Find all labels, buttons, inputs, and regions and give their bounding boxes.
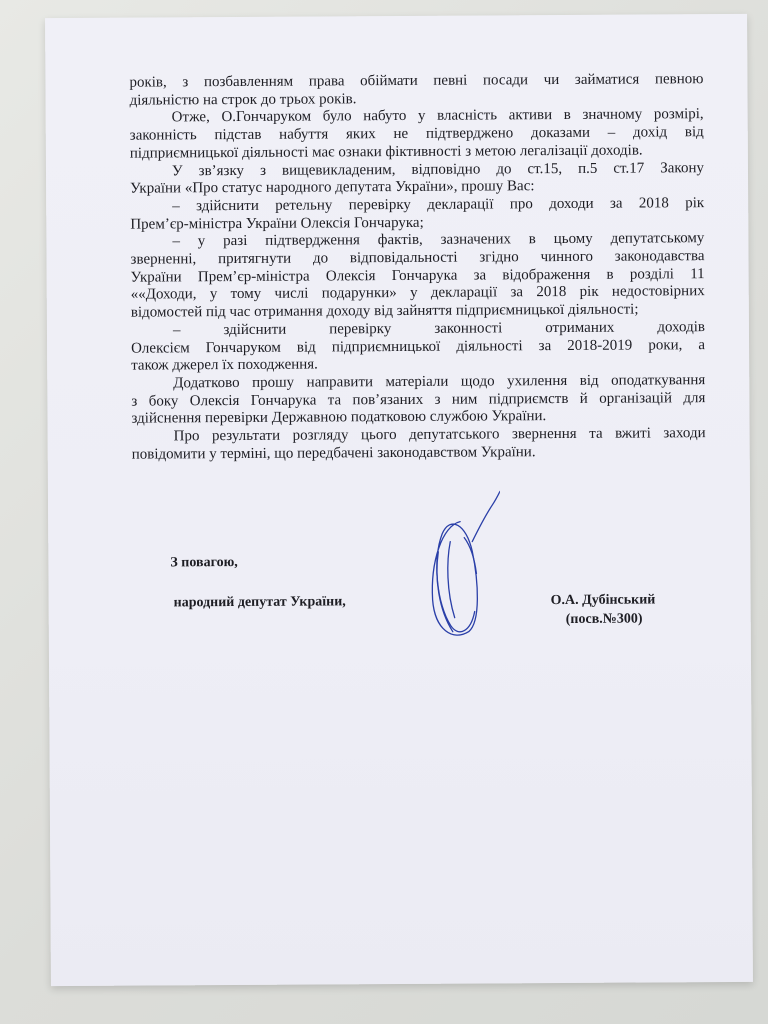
letter-body	[129, 71, 705, 464]
body-line: Прем’єр-міністра України Олексія Гончарука;	[130, 214, 424, 233]
body-line: У зв’язку з вищевикладеним, відповідно до ст.15, п.5 ст.17 Закону	[171, 159, 705, 179]
body-line: – здійснити ретельну перевірку декларації про доходи за 2018 рік	[172, 195, 705, 215]
signer-position: народний депутат України,	[173, 594, 346, 611]
body-line: Отже, О.Гончаруком було набуто у власність активи в значному розмірі,	[171, 106, 704, 126]
body-line: з боку Олексія Гончарука та пов’язаних з ним підприємств й організацій для	[131, 389, 706, 410]
body-line: Про результати розгляду цього депутатського звернення та вжиті заходи	[173, 425, 706, 445]
handwritten-signature	[420, 481, 501, 641]
body-line: України «Про статус народного депутата України», прошу Вас:	[130, 178, 535, 197]
body-line: – здійснити перевірку законності отриманих доходів	[172, 318, 705, 339]
body-line: Олексієм Гончаруком від підприємницької діяльності за 2018-2019 роки, а	[131, 336, 706, 357]
body-line: підприємницької діяльності має ознаки фіктивності з метою легалізації доходів.	[129, 142, 643, 162]
body-line: також джерел їх походження.	[131, 356, 318, 374]
signer-certificate: (посв.№300)	[565, 611, 643, 627]
body-line: повідомити у терміні, що передбачені законодавством України.	[131, 443, 536, 463]
closing-regards: З повагою,	[170, 554, 238, 571]
body-line: ««Доходи, у тому числі подарунки» у декларації за 2018 рік недостовірних	[130, 283, 705, 304]
body-line: – у разі підтвердження фактів, зазначених в цьому депутатському	[172, 230, 705, 250]
body-line: зверненні, притягнути до відповідальності згідно чинного законодавства	[130, 248, 705, 268]
letter-page	[45, 14, 753, 986]
body-line: відомостей під час отримання доходу від зайняття підприємницької діяльності;	[130, 301, 639, 321]
body-line: Додатково прошу направити матеріали щодо ухилення від оподаткування	[173, 372, 706, 392]
body-line: діяльністю на строк до трьох років.	[129, 90, 357, 109]
body-line: років, з позбавленням права обіймати певні посади чи займатися певною	[129, 71, 704, 91]
signer-name: О.А. Дубінський	[550, 592, 656, 609]
body-line: здійснення перевірки Державною податковою службою України.	[131, 408, 547, 427]
body-line: законність підстав набуття яких не підтверджено доказами – дохід від	[129, 124, 704, 144]
body-line: України Прем’єр-міністра Олексія Гончарука за відображення в розділі 11	[130, 265, 705, 286]
